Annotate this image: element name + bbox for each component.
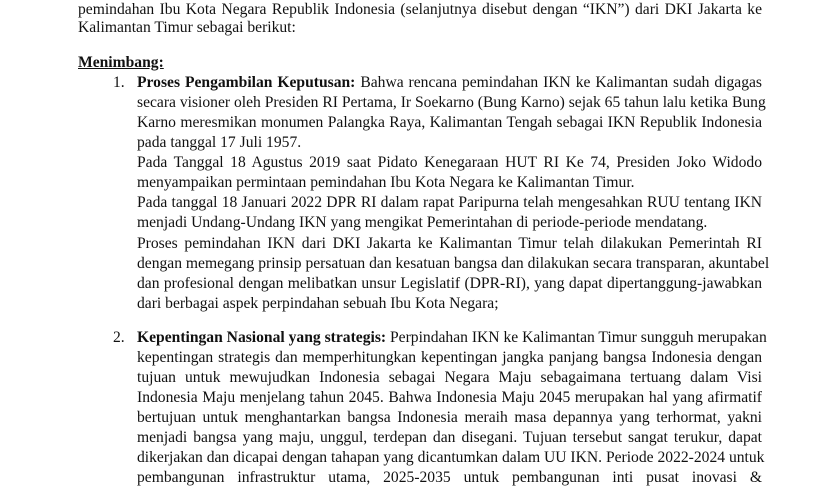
intro-line: Kalimantan Timur sebagai berikut: bbox=[78, 19, 296, 36]
text-line: kepentingan strategis dan memperhitungkan kepentingan jangka panjang bangsa Indonesia dengan bbox=[137, 349, 762, 366]
text-line: menjadi bangsa yang maju, unggul, terdepan dan disegani. Tujuan tersebut sangat terukur, dapat bbox=[137, 429, 762, 446]
text-line: tujuan untuk mewujudkan Indonesia sebagai Negara Maju sebagaimana tertuang dalam Visi bbox=[137, 369, 762, 386]
list-item-title: Proses Pengambilan Keputusan: bbox=[137, 74, 356, 91]
text-line: menjadi Undang-Undang IKN yang mengikat Pemerintahan di periode-periode mendatang. bbox=[137, 214, 708, 231]
list-item-text: Perpindahan IKN ke Kalimantan Timur sungguh merupakan bbox=[386, 329, 767, 346]
text-line: Proses pemindahan IKN dari DKI Jakarta ke Kalimantan Timur telah dilakukan Pemerintah RI bbox=[137, 235, 762, 252]
text-line: menyampaikan permintaan pemindahan Ibu Kota Negara ke Kalimantan Timur. bbox=[137, 174, 635, 191]
text-line: pada tanggal 17 Juli 1957. bbox=[137, 134, 302, 151]
text-line: bertujuan untuk menghantarkan bangsa Indonesia meraih masa depannya yang terhormat, yakni bbox=[137, 409, 762, 426]
text-line: Pada Tanggal 18 Agustus 2019 saat Pidato Kenegaraan HUT RI Ke 74, Presiden Joko Widodo bbox=[137, 154, 762, 171]
text-line: dan profesional dengan melibatkan unsur Legislatif (DPR-RI), yang dapat dipertanggung-jawabkan bbox=[137, 275, 762, 292]
list-number: 2. bbox=[113, 329, 125, 346]
text-line: dikerjakan dan dicapai dengan tahapan yang dicantumkan dalam UU IKN. Periode 2022-2024 untuk bbox=[137, 449, 765, 466]
list-item-first-line bbox=[137, 328, 767, 348]
text-line: secara visioner oleh Presiden RI Pertama, Ir Soekarno (Bung Karno) sejak 65 tahun lalu ketika Bung bbox=[137, 94, 766, 111]
text-line: dari berbagai aspek perpindahan sebuah Ibu Kota Negara; bbox=[137, 295, 499, 312]
text-line: Indonesia Maju menjelang tahun 2045. Bahwa Indonesia Maju 2045 merupakan hal yang afirmatif bbox=[137, 389, 762, 406]
list-item-title: Kepentingan Nasional yang strategis: bbox=[137, 329, 387, 346]
list-item-text: Bahwa rencana pemindahan IKN ke Kalimantan sudah digagas bbox=[355, 74, 762, 91]
list-item-first-line bbox=[137, 73, 762, 93]
list-number: 1. bbox=[113, 74, 125, 91]
text-line: Pada tanggal 18 Januari 2022 DPR RI dalam rapat Paripurna telah mengesahkan RUU tentang IKN bbox=[137, 194, 762, 211]
text-line: Karno meresmikan monumen Palangka Raya, Kalimantan Tengah sebagai IKN Republik Indonesia bbox=[137, 114, 762, 131]
text-line: pembangunan infrastruktur utama, 2025-2035 untuk pembangunan inti pusat inovasi & bbox=[137, 469, 762, 486]
text-line: dengan memegang prinsip persatuan dan kesatuan bangsa dan dilakukan secara transparan, akuntabel bbox=[137, 255, 770, 272]
section-heading: Menimbang: bbox=[78, 54, 164, 71]
intro-line: pemindahan Ibu Kota Negara Republik Indonesia (selanjutnya disebut dengan “IKN”) dari DKI Jakarta ke bbox=[78, 1, 762, 18]
